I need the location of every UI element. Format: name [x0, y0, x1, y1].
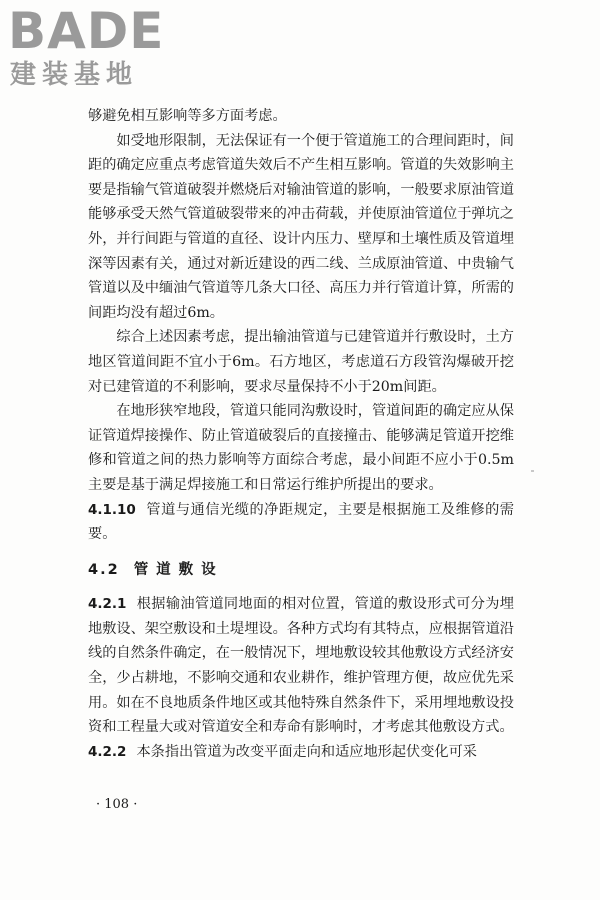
clause-text: 本条指出管道为改变平面走向和适应地形起伏变化可采	[136, 743, 477, 760]
watermark-brand: BADE	[8, 2, 165, 60]
clause-4-2-1	[88, 592, 514, 740]
watermark-logo	[6, 4, 196, 96]
paragraph-continuation: 够避免相互影响等多方面考虑。	[88, 108, 287, 124]
clause-text: 管道与通信光缆的净距规定，主要是根据施工及维修的需要。	[88, 501, 514, 543]
watermark-subtitle: 建装基地	[10, 60, 139, 90]
paragraph-narrow-terrain: 在地形狭窄地段，管道只能同沟敷设时，管道间距的确定应从保证管道焊接操作、防止管道破裂后的直接撞击、能够满足管道开挖维修和管道之间的热力影响等方面综合考虑，最小间距不应小于0.5m主要是基于满足焊接施工和日常运行维护所提出的要求。	[88, 403, 514, 493]
section-number: 4.2	[88, 561, 120, 578]
clause-4-2-2	[88, 740, 514, 765]
page-number: · 108 ·	[96, 797, 138, 812]
clause-number: 4.2.2	[88, 743, 127, 760]
paragraph-spacing-summary: 综合上述因素考虑，提出输油管道与已建管道并行敷设时，土方地区管道间距不宜小于6m。石方地区，考虑道石方段管沟爆破开挖对已建管道的不利影响，要求尽量保持不小于20m间距。	[88, 329, 514, 395]
clause-number: 4.2.1	[88, 596, 127, 613]
clause-4-1-10	[88, 498, 514, 547]
clause-text: 根据输油管道同地面的相对位置，管道的敷设形式可分为埋地敷设、架空敷设和土堤埋设。各种方式均有其特点，应根据管道沿线的自然条件确定，在一般情况下，埋地敷设较其他敷设方式经济安全，少占耕地，不影响交通和农业耕作，维护管理方便，故应优先采用。如在不良地质条件地区或其他特殊自然条件下，采用埋地敷设投资和工程量大或对管道安全和寿命有影响时，才考虑其他敷设方式。	[88, 596, 514, 736]
section-heading	[88, 558, 514, 583]
paragraph-terrain-limits: 如受地形限制，无法保证有一个便于管道施工的合理间距时，间距的确定应重点考虑管道失效后不产生相互影响。管道的失效影响主要是指输气管道破裂并燃烧后对输油管道的影响，一般要求原油管道能够承受天然气管道破裂带来的冲击荷载，并使原油管道位于弹坑之外，并行间距与管道的直径、设计内压力、壁厚和土壤性质及管道埋深等因素有关，通过对新近建设的西二线、兰成原油管道、中贵输气管道以及中缅油气管道等几条大口径、高压力并行管道计算，所需的间距均没有超过6m。	[88, 132, 514, 321]
scan-speck	[531, 470, 534, 472]
clause-number: 4.1.10	[88, 501, 136, 518]
section-title: 管道敷设	[133, 561, 224, 578]
document-body	[88, 104, 514, 764]
